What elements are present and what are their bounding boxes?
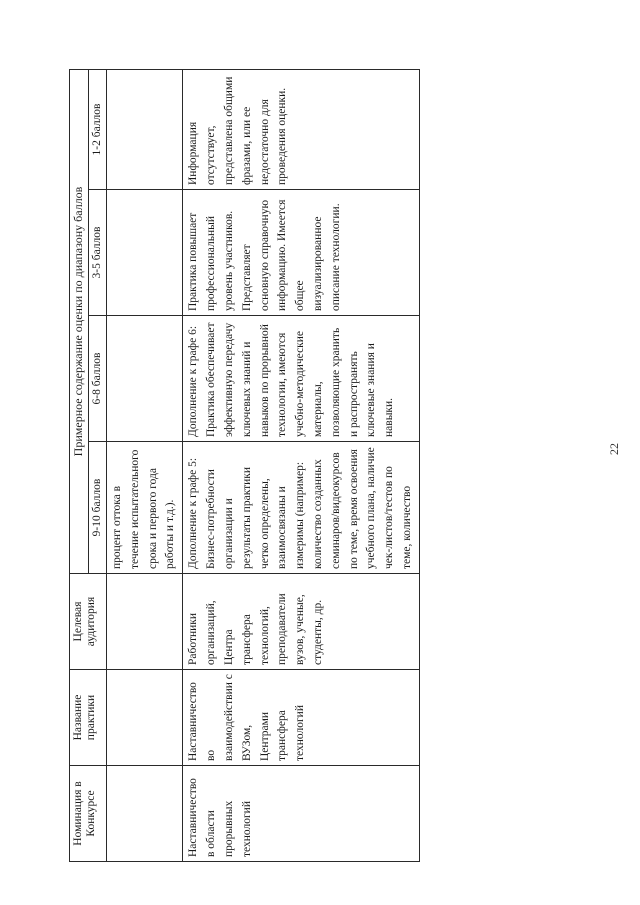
header-score-9-10: 9-10 баллов <box>88 442 106 574</box>
cell-score-3-5: Практика повышает профессиональный уровень участников. Представляет основную справочную информацию. Имеется общее визуализированное описание технологии. <box>183 190 420 316</box>
header-score-group: Примерное содержание оценки по диапазону баллов <box>70 69 89 573</box>
cell-empty <box>107 670 183 766</box>
header-score-1-2: 1-2 баллов <box>88 69 106 189</box>
cell-score-1-2: Информация отсутствует, представлена общими фразами, или ее недостаточно для проведения оценки. <box>183 69 420 189</box>
cell-empty <box>107 316 183 442</box>
table-row-continued <box>107 69 183 861</box>
cell-nomination: Наставничество в области прорывных технологий <box>183 766 420 862</box>
header-score-6-8: 6-8 баллов <box>88 316 106 442</box>
header-score-3-5: 3-5 баллов <box>88 190 106 316</box>
table-row-main <box>183 69 420 861</box>
cell-score-9-10: Дополнение к графе 5: Бизнес-потребности организации и результаты практики четко определены, взаимосвязаны и измеримы (например: количество созданных семинаров/видеокурсов по теме, время освоения учебного плана, наличие чек-листов/тестов по теме, количество <box>183 442 420 574</box>
header-row-1 <box>70 69 89 861</box>
cell-score-6-8: Дополнение к графе 6: Практика обеспечивает эффективную передачу ключевых знаний и навыков по прорывной технологии, имеются учебно-методические материалы, позволяющие хранить и распространять ключевые знания и навыки. <box>183 316 420 442</box>
cell-continued-9-10: процент оттока в течение испытательного срока и первого года работы и т.д.). <box>107 442 183 574</box>
header-audience: Целевая аудитория <box>70 574 107 670</box>
cell-empty <box>107 766 183 862</box>
cell-audience: Работники организаций, Центра трансфера технологий, преподаватели вузов, ученые, студенты, др. <box>183 574 420 670</box>
header-nomination: Номинация в Конкурсе <box>70 766 107 862</box>
cell-empty <box>107 574 183 670</box>
header-practice-name: Название практики <box>70 670 107 766</box>
rotated-table-container <box>69 70 620 862</box>
document-page <box>69 70 620 862</box>
evaluation-table <box>69 69 420 862</box>
cell-practice-name: Наставничество во взаимодействии с ВУЗом, Центрами трансфера технологий <box>183 670 420 766</box>
cell-empty <box>107 190 183 316</box>
page-number: 22 <box>607 443 621 455</box>
cell-empty <box>107 69 183 189</box>
